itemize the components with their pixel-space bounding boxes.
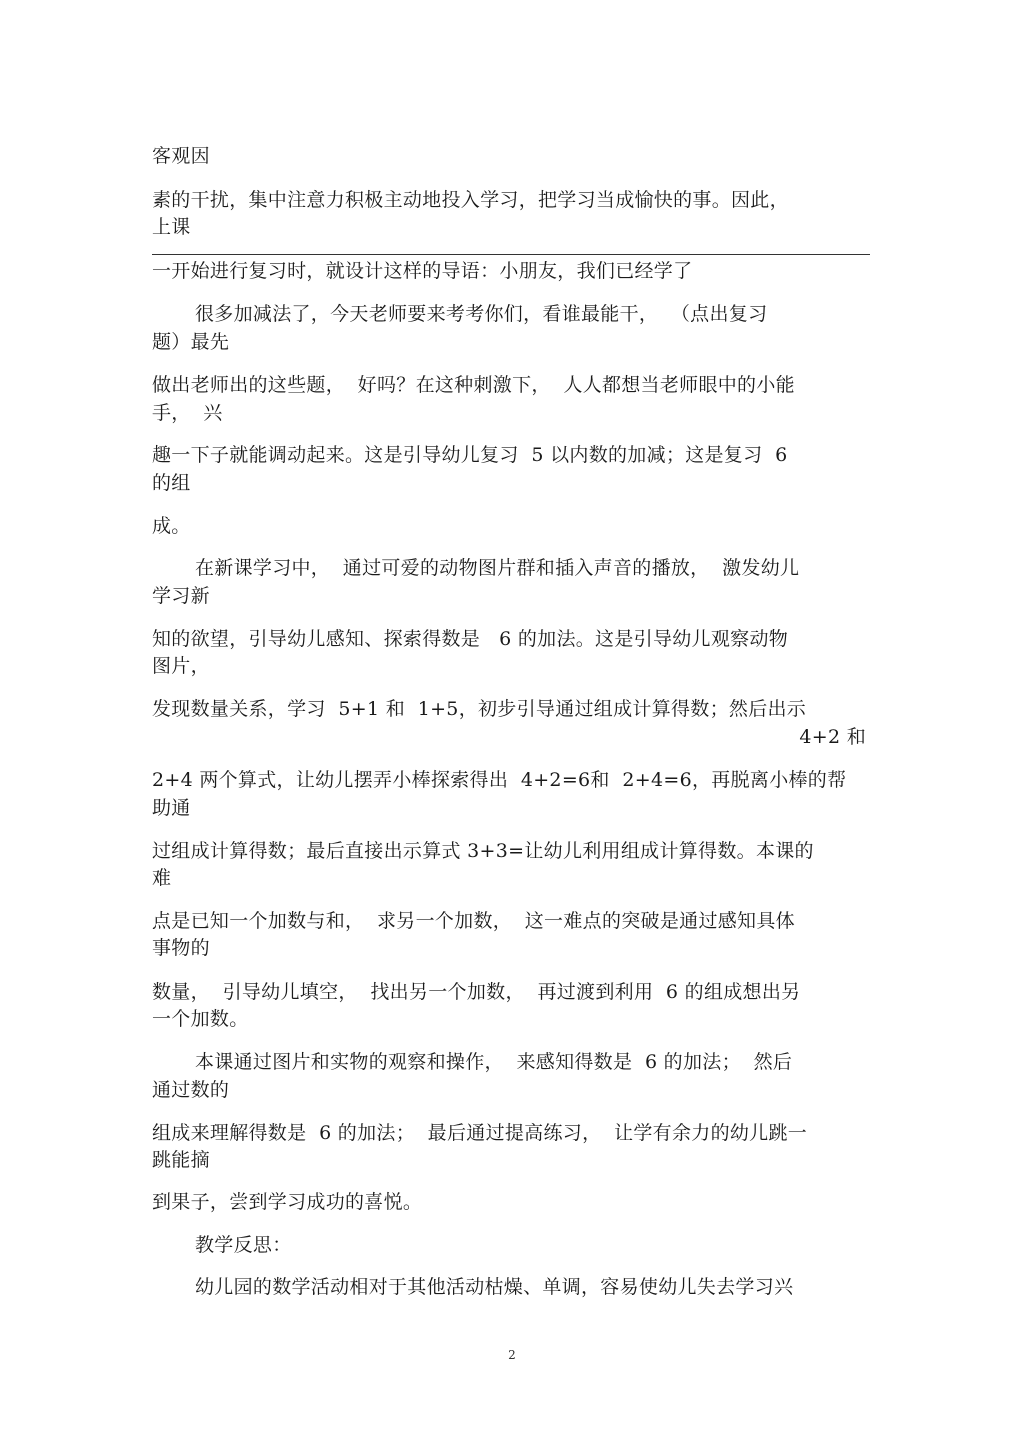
text-line: 做出老师出的这些题， 好吗？在这种刺激下， 人人都想当老师眼中的小能 [152,374,795,396]
text-line: 跳能摘 [152,1149,210,1171]
text-line: 2+4 两个算式，让幼儿摆弄小棒探索得出 4+2=6和 2+4=6，再脱离小棒的帮 [152,769,847,791]
text-line: 组成来理解得数是 6 的加法； 最后通过提高练习， 让学有余力的幼儿跳一 [152,1122,808,1144]
text-line: 素的干扰，集中注意力积极主动地投入学习，把学习当成愉快的事。因此， [152,189,789,211]
text-line: 教学反思： [195,1234,292,1256]
text-line: 难 [152,867,172,889]
text-line: 幼儿园的数学活动相对于其他活动枯燥、单调，容易使幼儿失去学习兴 [195,1276,794,1298]
page-number: 2 [508,1348,516,1362]
text-line: 手， 兴 [152,402,223,424]
text-line: 题）最先 [152,331,230,353]
text-line: 在新课学习中， 通过可爱的动物图片群和插入声音的播放， 激发幼儿 [195,557,800,579]
text-line: 趣一下子就能调动起来。这是引导幼儿复习 5 以内数的加减；这是复习 6 [152,444,788,466]
text-line: 成。 [152,515,191,537]
text-line: 一个加数。 [152,1008,249,1030]
text-line: 到果子，尝到学习成功的喜悦。 [152,1191,423,1213]
text-line: 发现数量关系，学习 5+1 和 1+5，初步引导通过组成计算得数；然后出示 [152,698,807,720]
text-line: 学习新 [152,585,210,607]
text-line: 本课通过图片和实物的观察和操作， 来感知得数是 6 的加法； 然后 [195,1051,793,1073]
horizontal-rule [152,254,870,255]
text-line: 的组 [152,472,191,494]
text-line: 4+2 和 [799,726,866,748]
text-line: 过组成计算得数；最后直接出示算式 3+3=让幼儿利用组成计算得数。本课的 [152,840,814,862]
text-line: 点是已知一个加数与和， 求另一个加数， 这一难点的突破是通过感知具体 [152,910,795,932]
text-line: 客观因 [152,145,210,167]
text-line: 很多加减法了，今天老师要来考考你们，看谁最能干， （点出复习 [195,303,768,325]
text-line: 数量， 引导幼儿填空， 找出另一个加数， 再过渡到利用 6 的组成想出另 [152,981,801,1003]
text-line: 上课 [152,216,191,238]
text-line: 助通 [152,797,191,819]
text-line: 图片， [152,655,210,677]
text-line: 通过数的 [152,1079,230,1101]
text-line: 知的欲望，引导幼儿感知、探索得数是 6 的加法。这是引导幼儿观察动物 [152,628,789,650]
text-line: 事物的 [152,937,210,959]
text-line: 一开始进行复习时，就设计这样的导语：小朋友，我们已经学了 [152,260,693,282]
